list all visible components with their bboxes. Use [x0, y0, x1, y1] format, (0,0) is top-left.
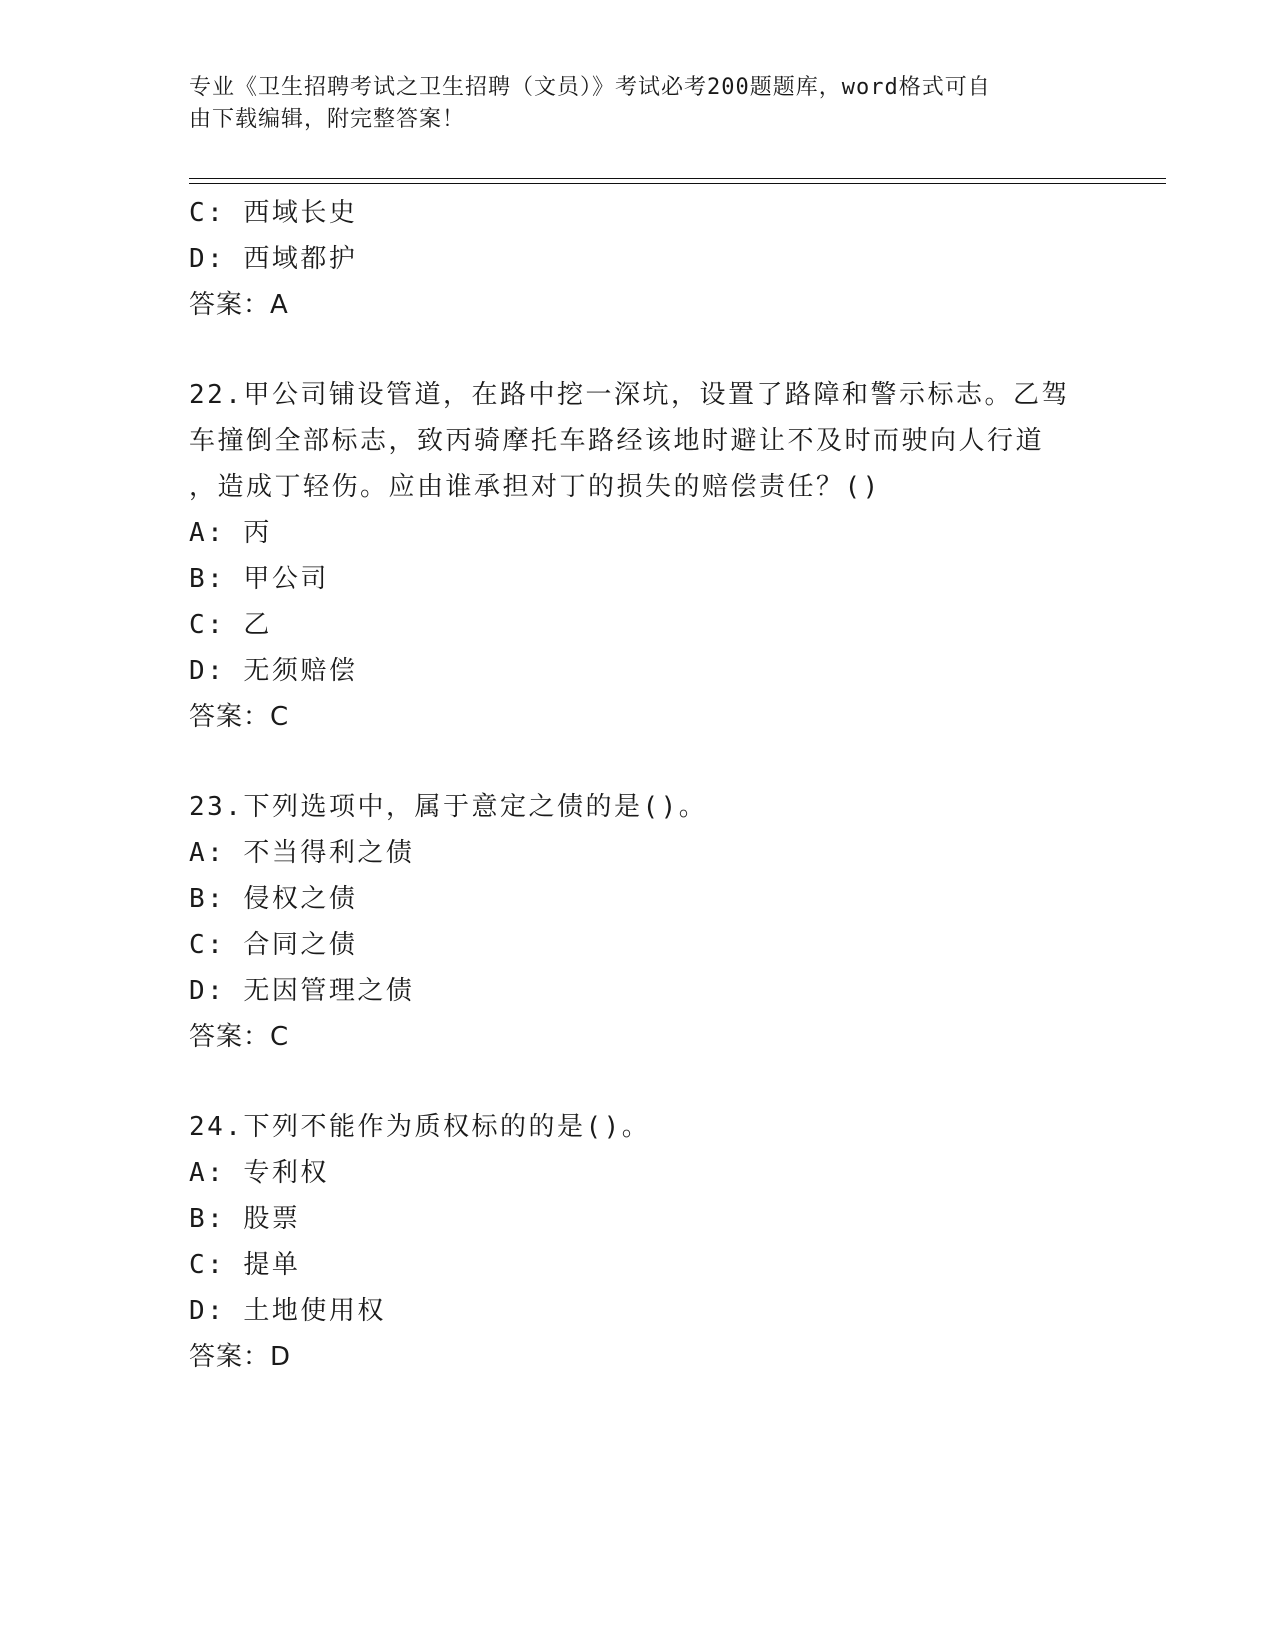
- question-list: [189, 190, 1089, 1380]
- option-letter: D:: [189, 976, 226, 1006]
- question-24: [189, 1104, 1089, 1380]
- option-text: 西域都护: [243, 244, 358, 274]
- option-b: [189, 1196, 1089, 1242]
- option-text: 提单: [243, 1250, 301, 1280]
- option-text: 无因管理之债: [243, 976, 415, 1006]
- option-text: 无须赔偿: [243, 656, 358, 686]
- option-letter: B:: [189, 564, 226, 594]
- option-d: [189, 1288, 1089, 1334]
- option-c: [189, 602, 1089, 648]
- option-letter: A:: [189, 518, 226, 548]
- option-text: 不当得利之债: [243, 838, 415, 868]
- answer-line: 答案：C: [189, 702, 290, 732]
- option-d: [189, 236, 1089, 282]
- option-b: [189, 556, 1089, 602]
- option-text: 西域长史: [243, 198, 358, 228]
- header-line-2: 由下载编辑，附完整答案！: [189, 107, 466, 132]
- option-letter: B:: [189, 884, 226, 914]
- option-a: [189, 510, 1089, 556]
- option-letter: A:: [189, 838, 226, 868]
- option-b: [189, 876, 1089, 922]
- option-text: 丙: [243, 518, 272, 548]
- document-header: [189, 72, 1089, 136]
- option-letter: C:: [189, 930, 226, 960]
- option-text: 乙: [243, 610, 272, 640]
- question-text-line: 23.下列选项中，属于意定之债的是()。: [189, 792, 708, 822]
- option-text: 甲公司: [243, 564, 329, 594]
- answer-line: 答案：D: [189, 1342, 292, 1372]
- option-letter: D:: [189, 656, 226, 686]
- answer-line: 答案：A: [189, 290, 289, 320]
- option-a: [189, 1150, 1089, 1196]
- option-text: 股票: [243, 1204, 301, 1234]
- header-rule-bottom: [189, 183, 1166, 184]
- question-text-line: 车撞倒全部标志，致丙骑摩托车路经该地时避让不及时而驶向人行道: [189, 426, 1045, 456]
- option-text: 侵权之债: [243, 884, 358, 914]
- option-text: 专利权: [243, 1158, 329, 1188]
- option-d: [189, 968, 1089, 1014]
- header-line-1: 专业《卫生招聘考试之卫生招聘（文员）》考试必考200题题库，word格式可自: [189, 75, 991, 100]
- option-letter: C:: [189, 1250, 226, 1280]
- question-text-line: 24.下列不能作为质权标的的是()。: [189, 1112, 651, 1142]
- option-letter: D:: [189, 1296, 226, 1326]
- question-21-tail: [189, 190, 1089, 328]
- question-23: [189, 784, 1089, 1060]
- option-letter: C:: [189, 610, 226, 640]
- option-letter: C:: [189, 198, 226, 228]
- option-c: [189, 190, 1089, 236]
- option-a: [189, 830, 1089, 876]
- question-text-line: ，造成丁轻伤。应由谁承担对丁的损失的赔偿责任？(): [189, 472, 881, 502]
- answer-line: 答案：C: [189, 1022, 290, 1052]
- option-c: [189, 922, 1089, 968]
- question-text-line: 22.甲公司铺设管道，在路中挖一深坑，设置了路障和警示标志。乙驾: [189, 380, 1070, 410]
- option-letter: D:: [189, 244, 226, 274]
- option-text: 合同之债: [243, 930, 358, 960]
- option-d: [189, 648, 1089, 694]
- option-letter: A:: [189, 1158, 226, 1188]
- option-c: [189, 1242, 1089, 1288]
- option-text: 土地使用权: [243, 1296, 386, 1326]
- header-rule-top: [189, 178, 1166, 179]
- option-letter: B:: [189, 1204, 226, 1234]
- question-22: [189, 372, 1089, 740]
